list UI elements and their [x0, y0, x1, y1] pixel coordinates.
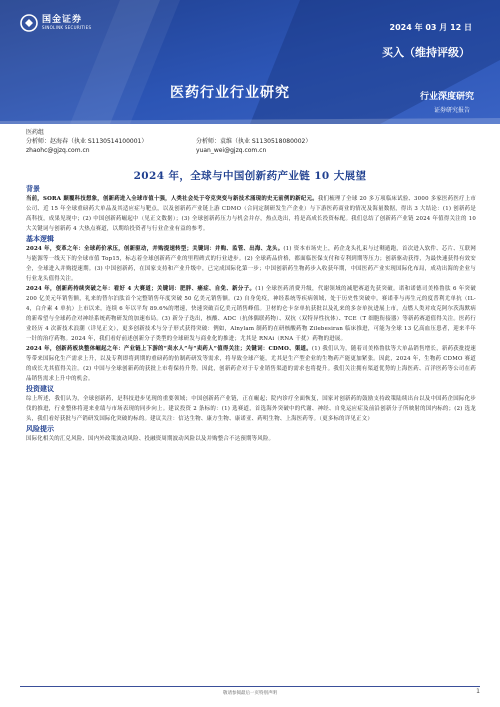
report-date: 2024 年 03 月 12 日 — [389, 23, 472, 32]
risk-paragraph: 国际化相关的汇兑风险、国内外政策波动风险、投融资周期波动风险以及并购整合不达预期等风险。 — [26, 436, 275, 442]
section-heading-risk: 风险提示 — [26, 424, 54, 433]
report-type: 行业深度研究 — [419, 92, 474, 102]
industry-title: 医药行业行业研究 — [170, 85, 290, 101]
logic-item-3-text: (1) 我们认为，随着司美格鲁肽等大单品销售增长，新药获批提速等带来国际化生产需求上升，以及专利即将到期的重磅药的仿制药研发等需求，将导致全球产能，尤其是生产型企业的生物药产能更加紧张。因此，2024 年，生物药 CDMO 赛道的成长尤其值得关注。(2) 中国与全球创新药的获批上市将保持升势。因此，创新药企对于专业销售渠道的需求也将提升。我们关注拥有渠道优势的上海医药、百洋医药等公司在药品销售需求上升中的机会。 — [26, 346, 476, 382]
analyst-info — [26, 128, 476, 155]
section-heading-background: 背景 — [26, 184, 40, 193]
background-lead: 当前，SORA 颠覆科技想象，创新药进入全球市值十强，人类社会处于夸克突变与新技术涌现的史无前例的新纪元。 — [26, 196, 318, 202]
logic-item-1-lead: 2024 年，变革之年：全球药价承压，创新驱动，并购提速转型；关键词：并购、监管、出海、龙头。 — [26, 246, 284, 252]
analyst-1-email[interactable]: zhaohc@gjzq.com.cn — [26, 147, 90, 154]
logic-item-1 — [26, 244, 476, 284]
logic-item-3-lead: 2024 年，创新药板块整体崛起之年：产业链上下游的“卖水人”与“卖药人”值得关注；关键词：CDMO、渠道。 — [26, 346, 312, 352]
background-text: 我们梳理了全球 20 多万项临床试验、3000 多家医药医疗上市公司、近 15 年全球重磅药大单品及其适应症与靶点，以及创新药产业链上游 CDMO（合同定制研发生产企业）与下游医药商业的情况及海量数据，得出 3 大结论：(1) 创新药是高科技，成果见现中；(2) 中国创新药崛起中（见正文数据）；(3) 全球创新药压力与机会并存，热点迭出，将是高成长投资标配。我们总结了创新药产业链 2024 年值得关注的 10 大关键词与创新药 4 大热点赛道，以期给投资者与行业企业有益的参考。 — [26, 196, 476, 232]
footer-disclaimer[interactable]: 敬请参阅最后一页特别声明 — [223, 691, 277, 696]
advice-paragraph: 综上所述，我们认为，全球创新药，是科技进步见现的重要领域；中国创新药产业链，正在崛起；院内诊疗全面恢复，国家对创新药的鼓励支持政策陆续出台以及中国药企国际化步伐的推进，行业整体将迎来业绩与市场表现的同步向上。建议投资 2 条标的：(1) 选赛道，首选海外突破中的代谢、神经、自免运应症及前沿创新分子所映射的国内标的；(2) 选龙头，我们看好获批与产销研发国际化突破的标的。建议关注：信达生物、康方生物、康诺亚、药明生物、上海医药等。（更多标的详见正文） — [26, 396, 476, 422]
logo-en: SINOLINK SECURITIES — [42, 25, 92, 30]
logic-item-3 — [26, 344, 476, 384]
analyst-2-name: 分析师：袁维（执业 S1130518080002） — [196, 138, 312, 145]
section-heading-advice: 投资建议 — [26, 384, 54, 393]
logic-item-1-text: (1) 资本市场史上，药企龙头扎束与过剩遁跑，首次进入软件、芯片、互联网与能源等一线天下的全球市值 Top15，标志着全球创新药产业的里程碑式的行业进步。(2) 全球药品价格，都面临医保支付和专利到期等压力；创新驱动获得，为最快速获得有效安全，全球进入并购提速期。(3) 中国创新药，在国家支持和产业升级中，已完成国际化第一步；中国创新药生物药步入收获年期，中国医药产业实现国际化布局，成功出海的企业与行业龙头值得关注。 — [26, 246, 476, 282]
logic-item-2-lead: 2024 年，创新药持续突破之年：看好 4 大赛道；关键词：肥胖、癌症、自免、新分子。 — [26, 286, 256, 292]
group-label: 医药组 — [26, 129, 45, 136]
logic-item-2 — [26, 284, 476, 344]
report-body — [26, 184, 476, 444]
logic-item-2-text: (1) 全球医药消费升级，代谢领域的减肥赛道先获突破。诺和诺德司美格鲁肽 6 年突破 200 亿美元年销售额，礼来的替尔泊肽首个完整销售年度突破 50 亿美元销售额。(2) 自身免疫，神经系统等疾病领域，处于历史性突破中。赛诺菲与再生元的度普利尤单抗（IL-4，白介素 4 单抗）上市以来，连续 6 年以平均 89.6%的增速，快速突破百亿美元销售峰值。卫材的仑卡奈单抗获批以及礼来的多奈单抗进展上市，点燃人类对攻克阿尔茨海默病的新希望与全球药企对神经系统药物研发的加速布局。(3) 新分子迭出，核酸、ADC（抗体偶联药物）、双抗（双特异性抗体）、TCE（T 细胞衔接器）等新药赛道值得关注。医药行业经历 4 次新技术浪潮（详见正文），更多创新技术与分子形式获得突破：例如，Alnylam 制药的在研核酸药物 Zilebesiran 临床推进，可能为全球 13 亿高血压患者，迎来半年一针的治疗药物。2024 年，我们看好前述创新分子类型的全球研发与商业化的推进；尤其是 RNAi（RNA 干扰）药物的进展。 — [26, 286, 476, 342]
rating: 买入（维持评级） — [382, 46, 470, 59]
report-title: 2024 年，全球与中国创新药产业链 10 大展望 — [133, 170, 367, 182]
page-number: 1 — [476, 688, 480, 695]
analyst-1-name: 分析师：赵海春（执业 S1130514100001） — [26, 138, 148, 145]
report-kind: 证券研究报告 — [433, 107, 470, 114]
logo-cn: 国金证券 — [42, 15, 83, 25]
section-heading-logic: 基本逻辑 — [26, 234, 54, 243]
background-paragraph — [26, 194, 476, 234]
report-banner — [0, 0, 500, 124]
brand-logo — [20, 12, 91, 34]
logo-mark-icon — [20, 14, 38, 32]
footer-divider — [20, 686, 480, 687]
analyst-2-email[interactable]: yuan_wei@gjzq.com.cn — [196, 147, 267, 154]
